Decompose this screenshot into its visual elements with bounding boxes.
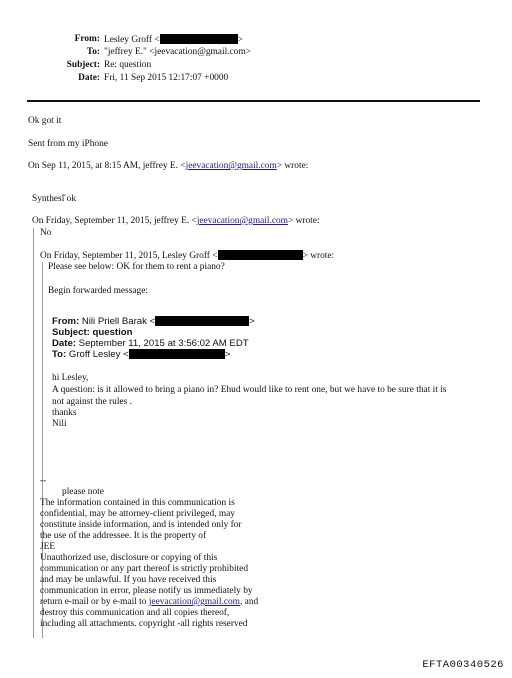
fwd-date: Date: September 11, 2015 at 3:56:02 AM EDT	[52, 338, 249, 349]
msg-sign: Nili	[52, 419, 67, 429]
disclaimer-line: communication or any part thereof is strictly prohibited	[40, 564, 249, 574]
disclaimer-line: communication in error, please notify us immediately by	[40, 586, 253, 596]
header-divider	[27, 100, 480, 102]
reply-no: No	[40, 228, 52, 238]
msg-line-1: A question: is it allowed to bring a piano in? Ehud would like to rent one, but we have to be sure that it is	[52, 385, 447, 395]
quote-bar-outer	[33, 228, 34, 638]
sig-dashes: --	[40, 476, 47, 486]
date-value: Fri, 11 Sep 2015 12:17:07 +0000	[104, 73, 229, 83]
from-label: From:	[74, 34, 100, 44]
subject-label: Subject:	[66, 60, 100, 70]
to-label: To:	[86, 47, 100, 57]
disclaimer-line: including all attachments. copyright -all rights reserved	[40, 619, 248, 629]
disclaimer-line: The information contained in this communication is	[40, 498, 235, 508]
redaction-bar	[155, 316, 249, 326]
signature-iphone: Sent from my iPhone	[28, 139, 108, 149]
disclaimer-line: and may be unlawful. If you have received this	[40, 575, 217, 585]
msg-line-2: not against the rules .	[52, 397, 132, 407]
quote-header-2: On Friday, September 11, 2015, jeffrey E. <jeevacation@gmail.com> wrote:	[32, 216, 320, 226]
msg-thanks: thanks	[52, 408, 77, 418]
redaction-bar	[218, 250, 303, 260]
email-link[interactable]: jeevacation@gmail.com	[148, 597, 240, 607]
disclaimer-line: Unauthorized use, disclosure or copying of this	[40, 553, 218, 563]
email-link[interactable]: jeevacation@gmail.com	[185, 161, 277, 171]
disclaimer-line: JEE	[40, 542, 56, 552]
disclaimer-line: the use of the addressee. It is the property of	[40, 531, 207, 541]
please-note: please note	[62, 487, 104, 497]
please-see-line: Please see below: OK for them to rent a piano?	[48, 262, 225, 272]
msg-greeting: hi Lesley,	[52, 373, 89, 383]
begin-forwarded: Begin forwarded message:	[48, 286, 148, 296]
redaction-bar	[129, 349, 225, 359]
fwd-to: To: Groff Lesley < >	[52, 349, 231, 360]
fwd-subject: Subject: question	[52, 327, 133, 338]
from-value: Lesley Groff < >	[104, 35, 243, 45]
to-value: "jeffrey E." <jeevacation@gmail.com>	[104, 47, 251, 57]
email-link[interactable]: jeevacation@gmail.com	[196, 216, 288, 226]
quote-header-1: On Sep 11, 2015, at 8:15 AM, jeffrey E. <jeevacation@gmail.com> wrote:	[28, 161, 309, 171]
disclaimer-line: destroy this communication and all copies thereof,	[40, 608, 230, 618]
date-label: Date:	[78, 73, 100, 83]
subject-value: Re: question	[104, 60, 152, 70]
document-id: EFTA00340526	[422, 659, 504, 672]
disclaimer-line: confidential, may be attorney-client privileged, may	[40, 509, 235, 519]
disclaimer-line: return e-mail or by e-mail to jeevacation@gmail.com, and	[40, 597, 259, 607]
reply-line: Ok got it	[28, 116, 62, 126]
email-header	[20, 34, 480, 94]
fwd-from: From: Nili Priell Barak < >	[52, 316, 255, 327]
redaction-bar	[160, 34, 238, 44]
synthesis-ok: Synthesĭ̆ ok	[32, 194, 77, 204]
quote-header-3: On Friday, September 11, 2015, Lesley Groff < > wrote:	[40, 251, 335, 261]
disclaimer-line: constitute inside information, and is intended only for	[40, 520, 242, 530]
